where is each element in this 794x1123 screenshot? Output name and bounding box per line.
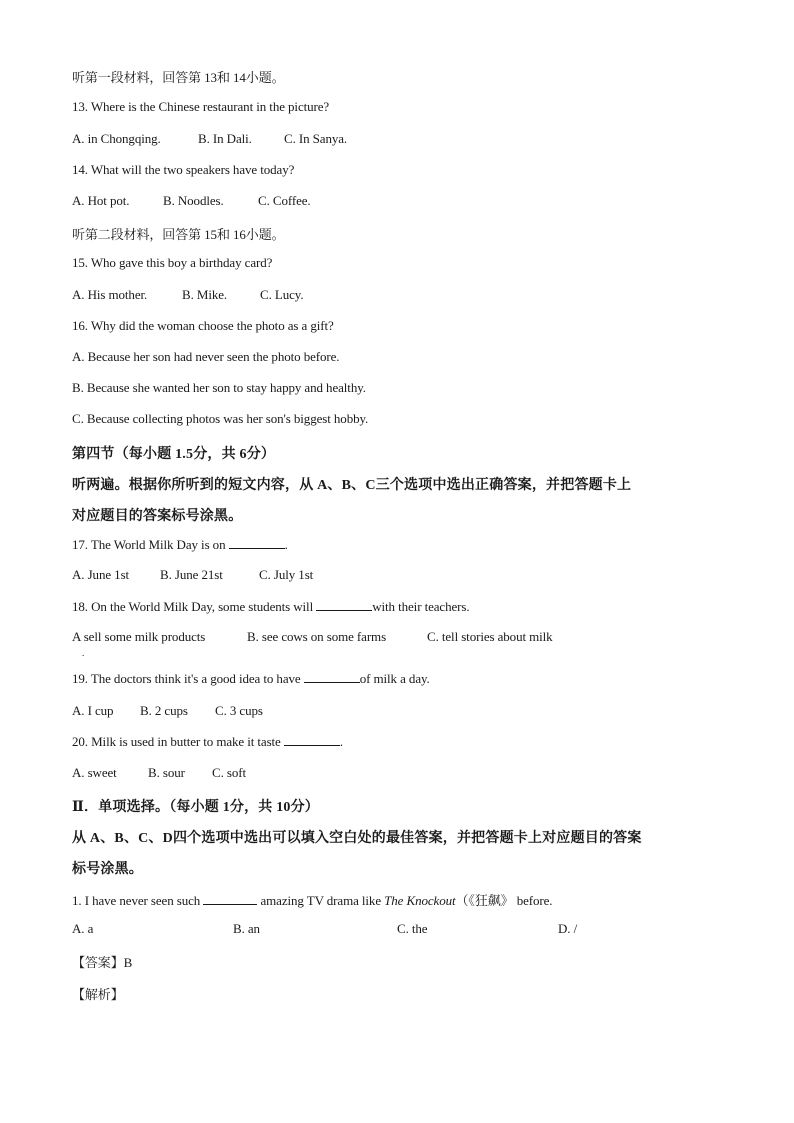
option-18b: B. see cows on some farms (247, 629, 387, 644)
question-15: 15. Who gave this boy a birthday card? (72, 255, 273, 270)
question-14: 14. What will the two speakers have today? (72, 162, 295, 177)
instruction-line-1: 听两遍。根据你所听到的短文内容，从 A、B、C三个选项中选出正确答案，并把答题卡上 (72, 478, 632, 493)
instruction-line-3: 从 A、B、C、D四个选项中选出可以填入空白处的最佳答案，并把答题卡上对应题目的答案 (72, 831, 642, 846)
question-17-text: 17. The World Milk Day is on (72, 537, 229, 552)
instruction-line-2: 对应题目的答案标号涂黑。 (72, 509, 243, 524)
answer-value: B (123, 955, 133, 970)
option-1d: D. / (558, 921, 578, 936)
option-18c: C. tell stories about milk (427, 629, 553, 644)
option-16a: A. Because her son had never seen the photo before. (72, 349, 340, 364)
options-1 (72, 921, 577, 937)
option-1c: C. the (397, 921, 428, 936)
options-18 (72, 629, 553, 645)
stray-dot: . (82, 648, 85, 658)
analysis-tag: 【解析】 (72, 987, 124, 1002)
question-17-end: . (284, 537, 288, 552)
options-19 (72, 703, 263, 719)
question-1-text: 1. I have never seen such (72, 893, 204, 908)
question-18 (72, 599, 470, 615)
option-15b: B. Mike. (182, 287, 228, 302)
question-19 (72, 671, 430, 687)
option-20a: A. sweet (72, 765, 117, 780)
answer-tag: 【答案】 (72, 955, 124, 970)
instruction-line-4: 标号涂黑。 (72, 862, 143, 877)
question-18-end: with their teachers. (372, 599, 470, 614)
question-1 (72, 890, 552, 909)
option-15a: A. His mother. (72, 287, 148, 302)
option-13b: B. In Dali. (198, 131, 252, 146)
option-13c: C. In Sanya. (284, 131, 348, 146)
option-17c: C. July 1st (259, 567, 314, 582)
answer-blank (284, 744, 340, 746)
answer-blank (304, 681, 360, 683)
option-13a: A. in Chongqing. (72, 131, 161, 146)
answer-blank (229, 547, 285, 549)
line-material-1: 听第一段材料，回答第 13和 14小题。 (72, 70, 285, 85)
question-20 (72, 734, 343, 750)
question-1-end: before. (513, 893, 553, 908)
option-16c: C. Because collecting photos was her son's biggest hobby. (72, 411, 369, 426)
question-1-mid: amazing TV drama like (257, 893, 385, 908)
option-17b: B. June 21st (160, 567, 223, 582)
option-19b: B. 2 cups (140, 703, 188, 718)
option-18a: A sell some milk products (72, 629, 206, 644)
option-1a: A. a (72, 921, 94, 936)
option-17a: A. June 1st (72, 567, 130, 582)
option-14a: A. Hot pot. (72, 193, 130, 208)
option-20c: C. soft (212, 765, 246, 780)
options-17 (72, 567, 313, 583)
part-ii-heading: Ⅱ．单项选择。（每小题 1分，共 10分） (72, 800, 319, 815)
option-19c: C. 3 cups (215, 703, 263, 718)
option-14b: B. Noodles. (163, 193, 224, 208)
question-13: 13. Where is the Chinese restaurant in the picture? (72, 99, 330, 114)
question-17 (72, 537, 288, 553)
options-15 (72, 287, 304, 303)
option-19a: A. I cup (72, 703, 114, 718)
question-19-end: of milk a day. (359, 671, 430, 686)
option-1b: B. an (233, 921, 260, 936)
drama-chinese-title: （《狂飙》 (455, 893, 514, 908)
question-20-end: . (339, 734, 344, 749)
answer-blank (203, 903, 257, 905)
question-18-text: 18. On the World Milk Day, some students will (72, 599, 317, 614)
answer-line (72, 952, 132, 971)
line-material-2: 听第二段材料，回答第 15和 16小题。 (72, 227, 285, 242)
options-14 (72, 193, 311, 209)
options-13 (72, 131, 347, 147)
option-20b: B. sour (148, 765, 185, 780)
answer-blank (316, 609, 372, 611)
option-14c: C. Coffee. (258, 193, 311, 208)
option-15c: C. Lucy. (260, 287, 304, 302)
question-16: 16. Why did the woman choose the photo as a gift? (72, 318, 334, 333)
option-16b: B. Because she wanted her son to stay happy and healthy. (72, 380, 366, 395)
options-20 (72, 765, 246, 781)
drama-title: The Knockout (384, 893, 456, 908)
question-19-text: 19. The doctors think it's a good idea to have (72, 671, 304, 686)
question-20-text: 20. Milk is used in butter to make it taste (72, 734, 284, 749)
section-4-heading: 第四节（每小题 1.5分，共 6分） (72, 447, 276, 462)
